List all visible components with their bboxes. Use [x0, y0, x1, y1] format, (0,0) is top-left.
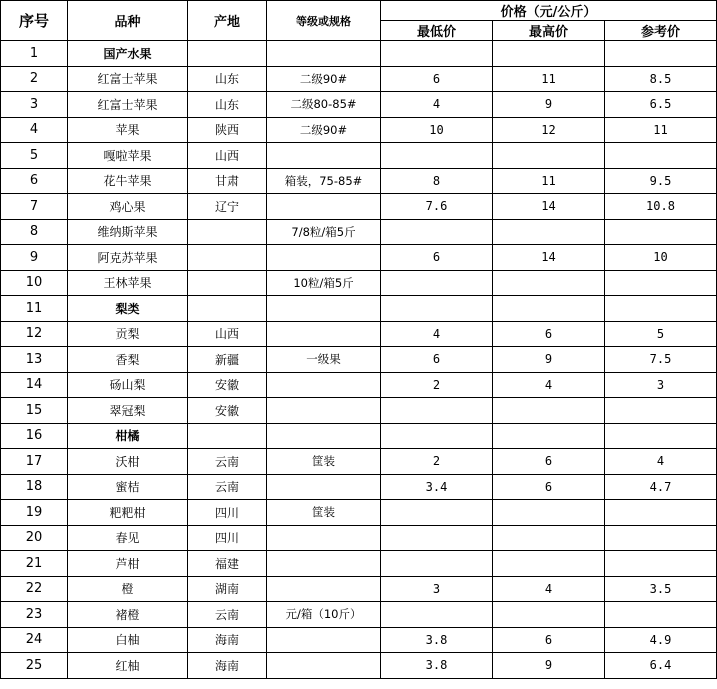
header-origin: 产地 [188, 1, 267, 41]
cell-seq: 6 [1, 168, 68, 194]
cell-grade [267, 423, 381, 449]
cell-ref-price [605, 398, 717, 424]
cell-min-price: 4 [381, 321, 493, 347]
category-row [1, 41, 717, 67]
cell-variety: 苹果 [68, 117, 188, 143]
cell-origin [188, 296, 267, 322]
table-row [1, 500, 717, 526]
table-row [1, 474, 717, 500]
cell-ref-price [605, 602, 717, 628]
cell-max-price: 12 [493, 117, 605, 143]
cell-origin: 海南 [188, 653, 267, 679]
cell-variety: 王林苹果 [68, 270, 188, 296]
cell-variety: 春见 [68, 525, 188, 551]
cell-max-price: 6 [493, 627, 605, 653]
cell-variety: 柑橘 [68, 423, 188, 449]
cell-variety: 阿克苏苹果 [68, 245, 188, 271]
table-row [1, 168, 717, 194]
cell-max-price [493, 398, 605, 424]
cell-ref-price: 9.5 [605, 168, 717, 194]
table-row [1, 92, 717, 118]
cell-grade [267, 551, 381, 577]
cell-ref-price [605, 423, 717, 449]
cell-origin: 安徽 [188, 372, 267, 398]
cell-min-price: 6 [381, 245, 493, 271]
cell-max-price: 9 [493, 653, 605, 679]
cell-grade [267, 627, 381, 653]
cell-origin [188, 245, 267, 271]
cell-origin [188, 219, 267, 245]
cell-grade: 二级80-85# [267, 92, 381, 118]
table-row [1, 602, 717, 628]
cell-max-price [493, 602, 605, 628]
header-min-price: 最低价 [381, 21, 493, 41]
cell-ref-price: 4 [605, 449, 717, 475]
cell-min-price: 6 [381, 347, 493, 373]
cell-max-price [493, 41, 605, 67]
cell-ref-price [605, 551, 717, 577]
cell-max-price: 9 [493, 347, 605, 373]
cell-min-price: 4 [381, 92, 493, 118]
cell-seq: 16 [1, 423, 68, 449]
cell-grade: 箱装，75-85# [267, 168, 381, 194]
cell-seq: 21 [1, 551, 68, 577]
cell-variety: 梨类 [68, 296, 188, 322]
cell-seq: 4 [1, 117, 68, 143]
cell-origin [188, 270, 267, 296]
category-row [1, 296, 717, 322]
cell-grade [267, 143, 381, 169]
header-seq: 序号 [1, 1, 68, 41]
cell-grade [267, 474, 381, 500]
cell-grade [267, 525, 381, 551]
cell-ref-price: 10.8 [605, 194, 717, 220]
cell-min-price: 3.4 [381, 474, 493, 500]
header-grade: 等级或规格 [267, 1, 381, 41]
cell-max-price: 11 [493, 66, 605, 92]
cell-origin: 云南 [188, 602, 267, 628]
cell-variety: 花牛苹果 [68, 168, 188, 194]
cell-ref-price: 6.4 [605, 653, 717, 679]
cell-seq: 9 [1, 245, 68, 271]
table-row [1, 576, 717, 602]
cell-ref-price: 3 [605, 372, 717, 398]
cell-min-price: 3 [381, 576, 493, 602]
cell-min-price: 3.8 [381, 653, 493, 679]
cell-seq: 8 [1, 219, 68, 245]
cell-max-price: 14 [493, 194, 605, 220]
cell-ref-price [605, 143, 717, 169]
cell-ref-price: 11 [605, 117, 717, 143]
table-row [1, 245, 717, 271]
cell-origin [188, 423, 267, 449]
cell-grade [267, 296, 381, 322]
table-row [1, 653, 717, 679]
cell-min-price [381, 398, 493, 424]
cell-origin: 陕西 [188, 117, 267, 143]
cell-origin: 湖南 [188, 576, 267, 602]
cell-ref-price [605, 525, 717, 551]
cell-min-price [381, 143, 493, 169]
cell-max-price [493, 500, 605, 526]
table-row [1, 219, 717, 245]
cell-variety: 沃柑 [68, 449, 188, 475]
cell-grade: 筐装 [267, 500, 381, 526]
cell-ref-price [605, 219, 717, 245]
cell-grade: 二级90# [267, 66, 381, 92]
cell-seq: 25 [1, 653, 68, 679]
cell-max-price [493, 551, 605, 577]
cell-variety: 红富士苹果 [68, 92, 188, 118]
cell-ref-price [605, 270, 717, 296]
cell-max-price: 6 [493, 474, 605, 500]
table-row [1, 117, 717, 143]
table-row [1, 194, 717, 220]
cell-origin: 辽宁 [188, 194, 267, 220]
table-header [1, 1, 717, 41]
cell-seq: 7 [1, 194, 68, 220]
cell-ref-price: 7.5 [605, 347, 717, 373]
cell-origin: 云南 [188, 474, 267, 500]
cell-variety: 蜜桔 [68, 474, 188, 500]
cell-seq: 5 [1, 143, 68, 169]
category-row [1, 423, 717, 449]
cell-ref-price: 3.5 [605, 576, 717, 602]
cell-variety: 砀山梨 [68, 372, 188, 398]
cell-seq: 15 [1, 398, 68, 424]
cell-min-price: 7.6 [381, 194, 493, 220]
cell-max-price [493, 270, 605, 296]
table-row [1, 551, 717, 577]
table-row [1, 321, 717, 347]
cell-variety: 粑粑柑 [68, 500, 188, 526]
cell-grade: 一级果 [267, 347, 381, 373]
cell-grade: 二级90# [267, 117, 381, 143]
cell-max-price [493, 143, 605, 169]
cell-seq: 22 [1, 576, 68, 602]
cell-origin: 新疆 [188, 347, 267, 373]
cell-min-price: 2 [381, 449, 493, 475]
cell-seq: 12 [1, 321, 68, 347]
cell-origin: 安徽 [188, 398, 267, 424]
cell-seq: 2 [1, 66, 68, 92]
cell-grade: 10粒/箱5斤 [267, 270, 381, 296]
table-row [1, 143, 717, 169]
cell-max-price [493, 423, 605, 449]
table-row [1, 627, 717, 653]
cell-variety: 红富士苹果 [68, 66, 188, 92]
cell-min-price [381, 500, 493, 526]
cell-variety: 芦柑 [68, 551, 188, 577]
cell-max-price: 14 [493, 245, 605, 271]
cell-origin: 福建 [188, 551, 267, 577]
cell-seq: 13 [1, 347, 68, 373]
cell-min-price [381, 219, 493, 245]
cell-min-price [381, 41, 493, 67]
cell-min-price [381, 602, 493, 628]
cell-variety: 鸡心果 [68, 194, 188, 220]
cell-origin: 四川 [188, 500, 267, 526]
cell-variety: 红柚 [68, 653, 188, 679]
cell-ref-price: 4.7 [605, 474, 717, 500]
cell-max-price: 11 [493, 168, 605, 194]
cell-max-price: 6 [493, 321, 605, 347]
cell-variety: 褚橙 [68, 602, 188, 628]
cell-min-price: 10 [381, 117, 493, 143]
cell-grade: 元/箱（10斤） [267, 602, 381, 628]
cell-ref-price [605, 500, 717, 526]
cell-max-price: 9 [493, 92, 605, 118]
cell-origin: 山西 [188, 143, 267, 169]
cell-origin: 山西 [188, 321, 267, 347]
table-row [1, 347, 717, 373]
cell-variety: 维纳斯苹果 [68, 219, 188, 245]
cell-max-price: 6 [493, 449, 605, 475]
cell-ref-price: 5 [605, 321, 717, 347]
cell-min-price [381, 551, 493, 577]
cell-seq: 17 [1, 449, 68, 475]
cell-seq: 3 [1, 92, 68, 118]
cell-seq: 18 [1, 474, 68, 500]
cell-min-price: 6 [381, 66, 493, 92]
cell-variety: 国产水果 [68, 41, 188, 67]
header-max-price: 最高价 [493, 21, 605, 41]
cell-min-price: 2 [381, 372, 493, 398]
cell-seq: 14 [1, 372, 68, 398]
cell-seq: 20 [1, 525, 68, 551]
table-row [1, 398, 717, 424]
cell-grade [267, 41, 381, 67]
cell-origin: 甘肃 [188, 168, 267, 194]
cell-variety: 嘎啦苹果 [68, 143, 188, 169]
cell-grade [267, 245, 381, 271]
cell-ref-price: 4.9 [605, 627, 717, 653]
cell-variety: 香梨 [68, 347, 188, 373]
table-row [1, 525, 717, 551]
cell-origin: 四川 [188, 525, 267, 551]
cell-max-price: 4 [493, 576, 605, 602]
cell-variety: 橙 [68, 576, 188, 602]
cell-origin: 山东 [188, 66, 267, 92]
cell-variety: 翠冠梨 [68, 398, 188, 424]
header-variety: 品种 [68, 1, 188, 41]
cell-min-price [381, 270, 493, 296]
cell-seq: 19 [1, 500, 68, 526]
cell-ref-price: 8.5 [605, 66, 717, 92]
cell-origin [188, 41, 267, 67]
cell-grade [267, 398, 381, 424]
cell-ref-price [605, 296, 717, 322]
cell-max-price [493, 296, 605, 322]
cell-grade: 7/8粒/箱5斤 [267, 219, 381, 245]
cell-grade [267, 321, 381, 347]
cell-ref-price [605, 41, 717, 67]
cell-grade [267, 194, 381, 220]
cell-seq: 10 [1, 270, 68, 296]
cell-grade [267, 372, 381, 398]
cell-grade [267, 576, 381, 602]
cell-max-price [493, 219, 605, 245]
header-ref-price: 参考价 [605, 21, 717, 41]
table-row [1, 66, 717, 92]
cell-ref-price: 10 [605, 245, 717, 271]
header-price-group: 价格（元/公斤） [381, 1, 717, 21]
cell-min-price [381, 423, 493, 449]
cell-min-price [381, 525, 493, 551]
cell-max-price: 4 [493, 372, 605, 398]
cell-min-price: 3.8 [381, 627, 493, 653]
cell-min-price [381, 296, 493, 322]
cell-seq: 1 [1, 41, 68, 67]
cell-variety: 贡梨 [68, 321, 188, 347]
cell-ref-price: 6.5 [605, 92, 717, 118]
cell-origin: 云南 [188, 449, 267, 475]
cell-max-price [493, 525, 605, 551]
cell-origin: 山东 [188, 92, 267, 118]
table-row [1, 449, 717, 475]
cell-variety: 白柚 [68, 627, 188, 653]
table-row [1, 270, 717, 296]
table-body [1, 41, 717, 679]
cell-seq: 11 [1, 296, 68, 322]
cell-grade [267, 653, 381, 679]
cell-grade: 筐装 [267, 449, 381, 475]
cell-origin: 海南 [188, 627, 267, 653]
cell-min-price: 8 [381, 168, 493, 194]
cell-seq: 23 [1, 602, 68, 628]
cell-seq: 24 [1, 627, 68, 653]
table-row [1, 372, 717, 398]
